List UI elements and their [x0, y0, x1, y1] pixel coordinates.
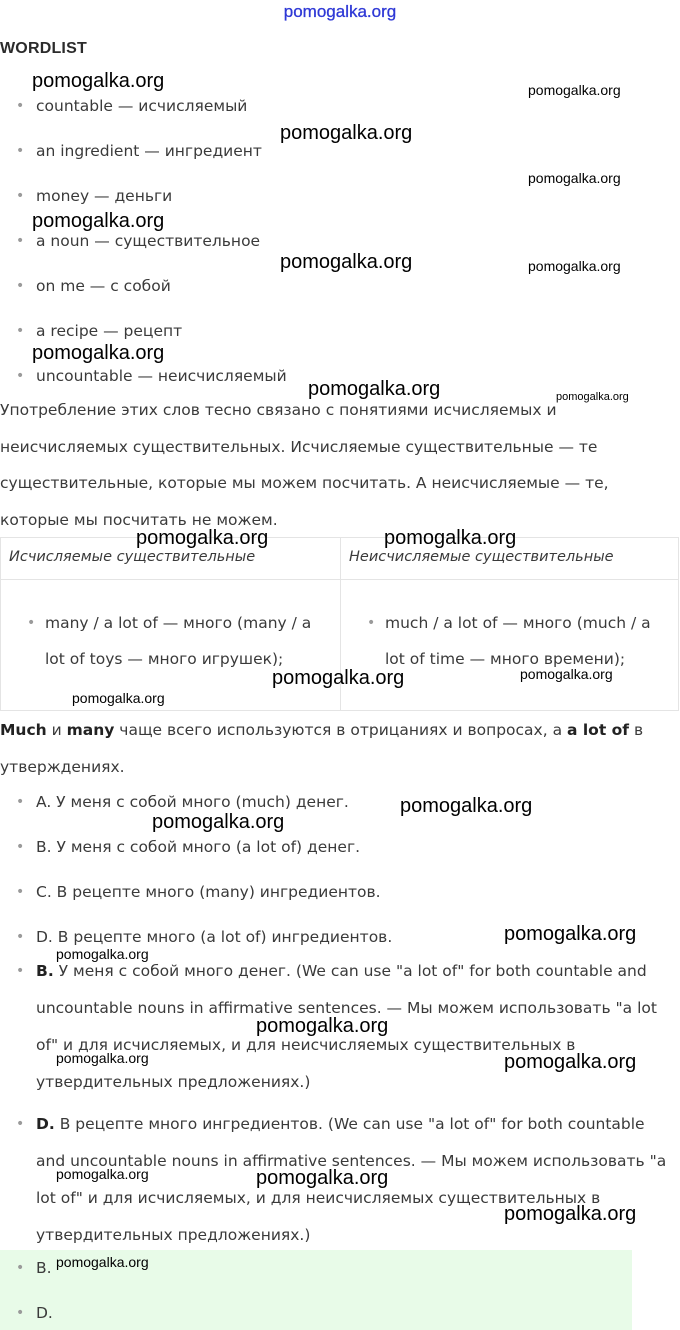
watermark: pomogalka.org	[400, 795, 533, 817]
watermark: pomogalka.org	[256, 1167, 389, 1189]
watermark: pomogalka.org	[32, 210, 165, 232]
watermark: pomogalka.org	[136, 527, 269, 549]
wordlist-item: • countable — исчисляемый	[16, 97, 248, 115]
watermark: pomogalka.org	[528, 170, 621, 186]
watermark: pomogalka.org	[152, 811, 285, 833]
wordlist-item: • uncountable — неисчисляемый	[16, 367, 287, 385]
watermark: pomogalka.org	[56, 1166, 149, 1182]
watermark: pomogalka.org	[504, 1203, 637, 1225]
watermark: pomogalka.org	[56, 1050, 149, 1066]
bullet-icon: •	[16, 963, 25, 979]
watermark: pomogalka.org	[32, 342, 165, 364]
wordlist-item: • on me — с собой	[16, 277, 171, 295]
watermark: pomogalka.org	[504, 923, 637, 945]
final-answer-item: • D.	[16, 1304, 53, 1322]
watermark: pomogalka.org	[308, 378, 441, 400]
table-header-uncountable: Неисчисляемые существительные	[349, 549, 614, 565]
bullet-icon: •	[16, 233, 25, 249]
bullet-icon: •	[16, 143, 25, 159]
bullet-icon: •	[16, 884, 25, 900]
bullet-icon: •	[16, 278, 25, 294]
bullet-icon: •	[16, 794, 25, 810]
watermark: pomogalka.org	[72, 690, 165, 706]
wordlist-item: • a noun — существительное	[16, 232, 261, 250]
bullet-icon: •	[16, 368, 25, 384]
option-item: • C. В рецепте много (many) ингредиентов.	[16, 883, 381, 901]
bullet-icon: •	[27, 615, 36, 631]
watermark: pomogalka.org	[56, 1254, 149, 1270]
table-cell-uncountable: • much / a lot of — много (much / a lot of time — много времени);	[385, 605, 667, 677]
bullet-icon: •	[16, 188, 25, 204]
final-answer-item: • B.	[16, 1259, 52, 1277]
intro-paragraph: Употребление этих слов тесно связано с понятиями исчисляемых и неисчисляемых существительных. Исчисляемые существительные — те существительные, которые мы можем посчитать. А неисчисляемые — те, которые мы посчитать не можем.	[0, 401, 609, 529]
option-item: • D. В рецепте много (a lot of) ингредиентов.	[16, 928, 393, 946]
wordlist-heading: WORDLIST	[0, 40, 87, 57]
bullet-icon: •	[367, 615, 376, 631]
watermark: pomogalka.org	[280, 251, 413, 273]
wordlist-item: • an ingredient — ингредиент	[16, 142, 262, 160]
bullet-icon: •	[16, 839, 25, 855]
answer-explanation: • B. У меня с собой много денег. (We can use "a lot of" for both countable and uncountable nouns in affirmative sentences. — Мы можем использовать "a lot of" и для исчисляемых, и для неисчисляемых существительных в утвердительных предложениях.)	[36, 953, 676, 1101]
bullet-icon: •	[16, 1116, 25, 1132]
usage-paragraph: Much и many чаще всего используются в отрицаниях и вопросах, а a lot of в утверждениях.	[0, 721, 644, 776]
bullet-icon: •	[16, 1305, 25, 1321]
watermark: pomogalka.org	[56, 946, 149, 962]
option-item: • B. У меня с собой много (a lot of) денег.	[16, 838, 361, 856]
watermark: pomogalka.org	[528, 82, 621, 98]
bullet-icon: •	[16, 98, 25, 114]
wordlist-item: • a recipe — рецепт	[16, 322, 183, 340]
table-cell-countable: • many / a lot of — много (many / a lot of toys — много игрушек);	[45, 605, 327, 677]
watermark: pomogalka.org	[520, 666, 613, 682]
bullet-icon: •	[16, 1260, 25, 1276]
watermark: pomogalka.org	[556, 391, 629, 403]
site-logo[interactable]: pomogalka.org	[283, 2, 397, 21]
option-item: • A. У меня с собой много (much) денег.	[16, 793, 349, 811]
watermark: pomogalka.org	[272, 667, 405, 689]
watermark: pomogalka.org	[384, 527, 517, 549]
watermark: pomogalka.org	[32, 70, 165, 92]
watermark: pomogalka.org	[528, 258, 621, 274]
answer-explanation: • D. В рецепте много ингредиентов. (We can use "a lot of" for both countable and uncountable nouns in affirmative sentences. — Мы можем использовать "a lot of" и для исчисляемых, и для неисчисляемых существительных в утвердительных предложениях.)	[36, 1106, 676, 1254]
watermark: pomogalka.org	[256, 1015, 389, 1037]
watermark: pomogalka.org	[504, 1051, 637, 1073]
watermark: pomogalka.org	[280, 122, 413, 144]
table-header-countable: Исчисляемые существительные	[9, 549, 256, 565]
wordlist-item: • money — деньги	[16, 187, 173, 205]
bullet-icon: •	[16, 929, 25, 945]
bullet-icon: •	[16, 323, 25, 339]
